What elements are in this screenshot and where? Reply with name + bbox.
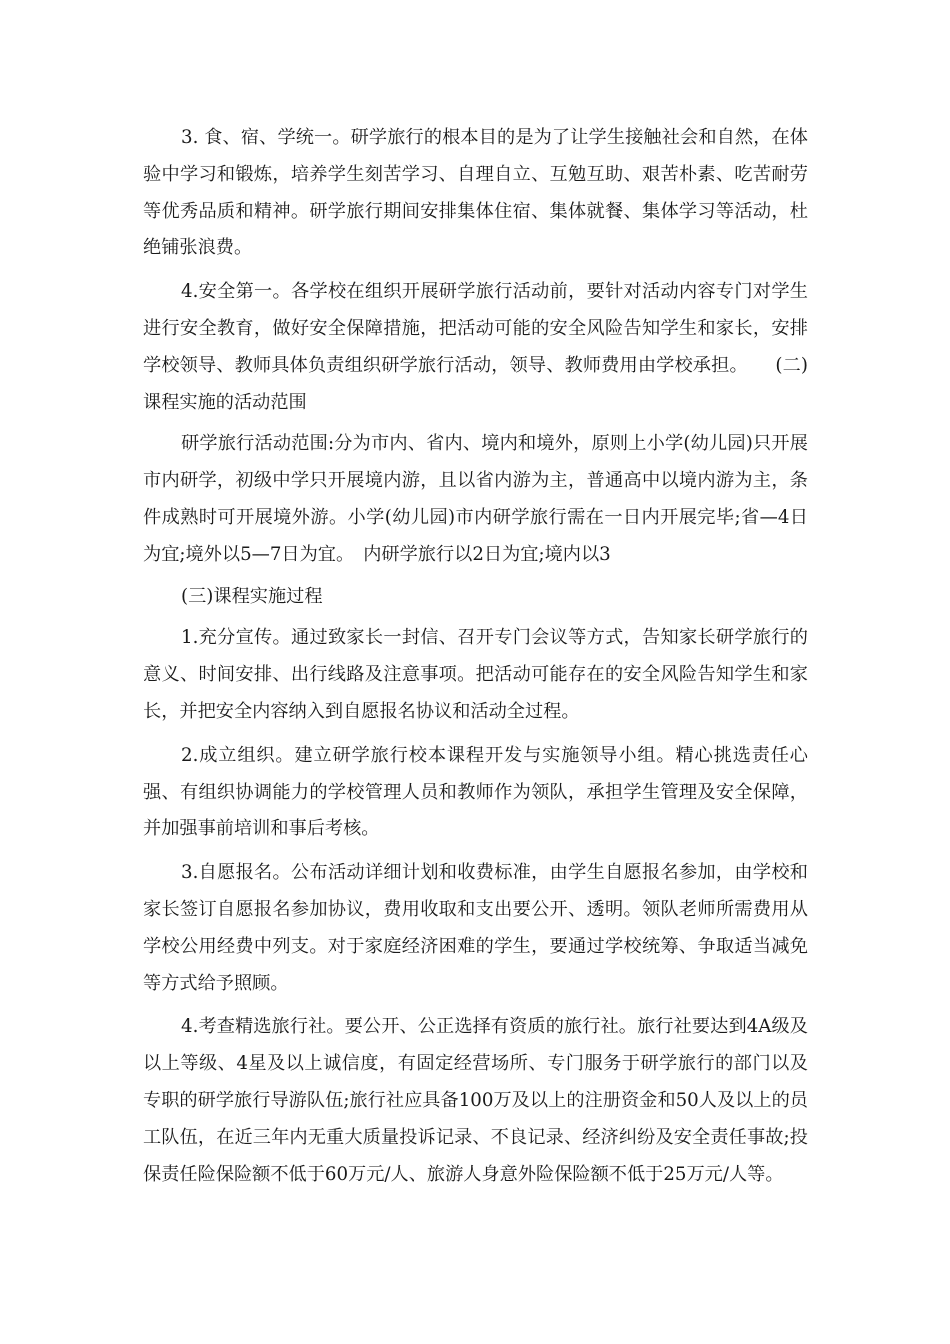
paragraph-safety-first: 4.安全第一。各学校在组织开展研学旅行活动前，要针对活动内容专门对学生进行安全教育，做好安全保障措施，把活动可能的安全风险告知学生和家长，安排学校领导、教师具体负责组织研学旅行活动，领导、教师费用由学校承担。 (二)课程实施的活动范围: [143, 281, 808, 413]
paragraph-organization: 2.成立组织。建立研学旅行校本课程开发与实施领导小组。精心挑选责任心强、有组织协调能力的学校管理人员和教师作为领队，承担学生管理及安全保障，并加强事前培训和事后考核。: [143, 744, 808, 840]
paragraph-travel-agency-selection: 4.考查精选旅行社。要公开、公正选择有资质的旅行社。旅行社要达到4A级及以上等级、4星及以上诚信度，有固定经营场所、专门服务于研学旅行的部门以及专职的研学旅行导游队伍;旅行社应具备100万及以上的注册资金和50人及以上的员工队伍，在近三年内无重大质量投诉记录、不良记录、经济纠纷及安全责任事故;投保责任险保险额不低于60万元/人、旅游人身意外险保险额不低于25万元/人等。: [143, 1016, 808, 1185]
section-heading-implementation-process: (三)课程实施过程: [181, 585, 323, 607]
paragraph-voluntary-registration: 3.自愿报名。公布活动详细计划和收费标准，由学生自愿报名参加，由学校和家长签订自愿报名参加协议，费用收取和支出要公开、透明。领队老师所需费用从学校公用经费中列支。对于家庭经济困难的学生，要通过学校统筹、争取适当减免等方式给予照顾。: [143, 862, 808, 994]
paragraph-food-lodging-study: 3. 食、宿、学统一。研学旅行的根本目的是为了让学生接触社会和自然，在体验中学习和锻炼，培养学生刻苦学习、自理自立、互勉互助、艰苦朴素、吃苦耐劳等优秀品质和精神。研学旅行期间安排集体住宿、集体就餐、集体学习等活动，杜绝铺张浪费。: [143, 127, 808, 259]
paragraph-publicity: 1.充分宣传。通过致家长一封信、召开专门会议等方式，告知家长研学旅行的意义、时间安排、出行线路及注意事项。把活动可能存在的安全风险告知学生和家长，并把安全内容纳入到自愿报名协议和活动全过程。: [143, 627, 808, 722]
paragraph-activity-scope: 研学旅行活动范围:分为市内、省内、境内和境外，原则上小学(幼儿园)只开展市内研学，初级中学只开展境内游，且以省内游为主，普通高中以境内游为主，条件成熟时可开展境外游。小学(幼儿园)市内研学旅行需在一日内开展完毕;省—4日为宜;境外以5—7日为宜。 内研学旅行以2日为宜;境内以3: [143, 433, 808, 565]
document-body: [143, 120, 808, 1200]
